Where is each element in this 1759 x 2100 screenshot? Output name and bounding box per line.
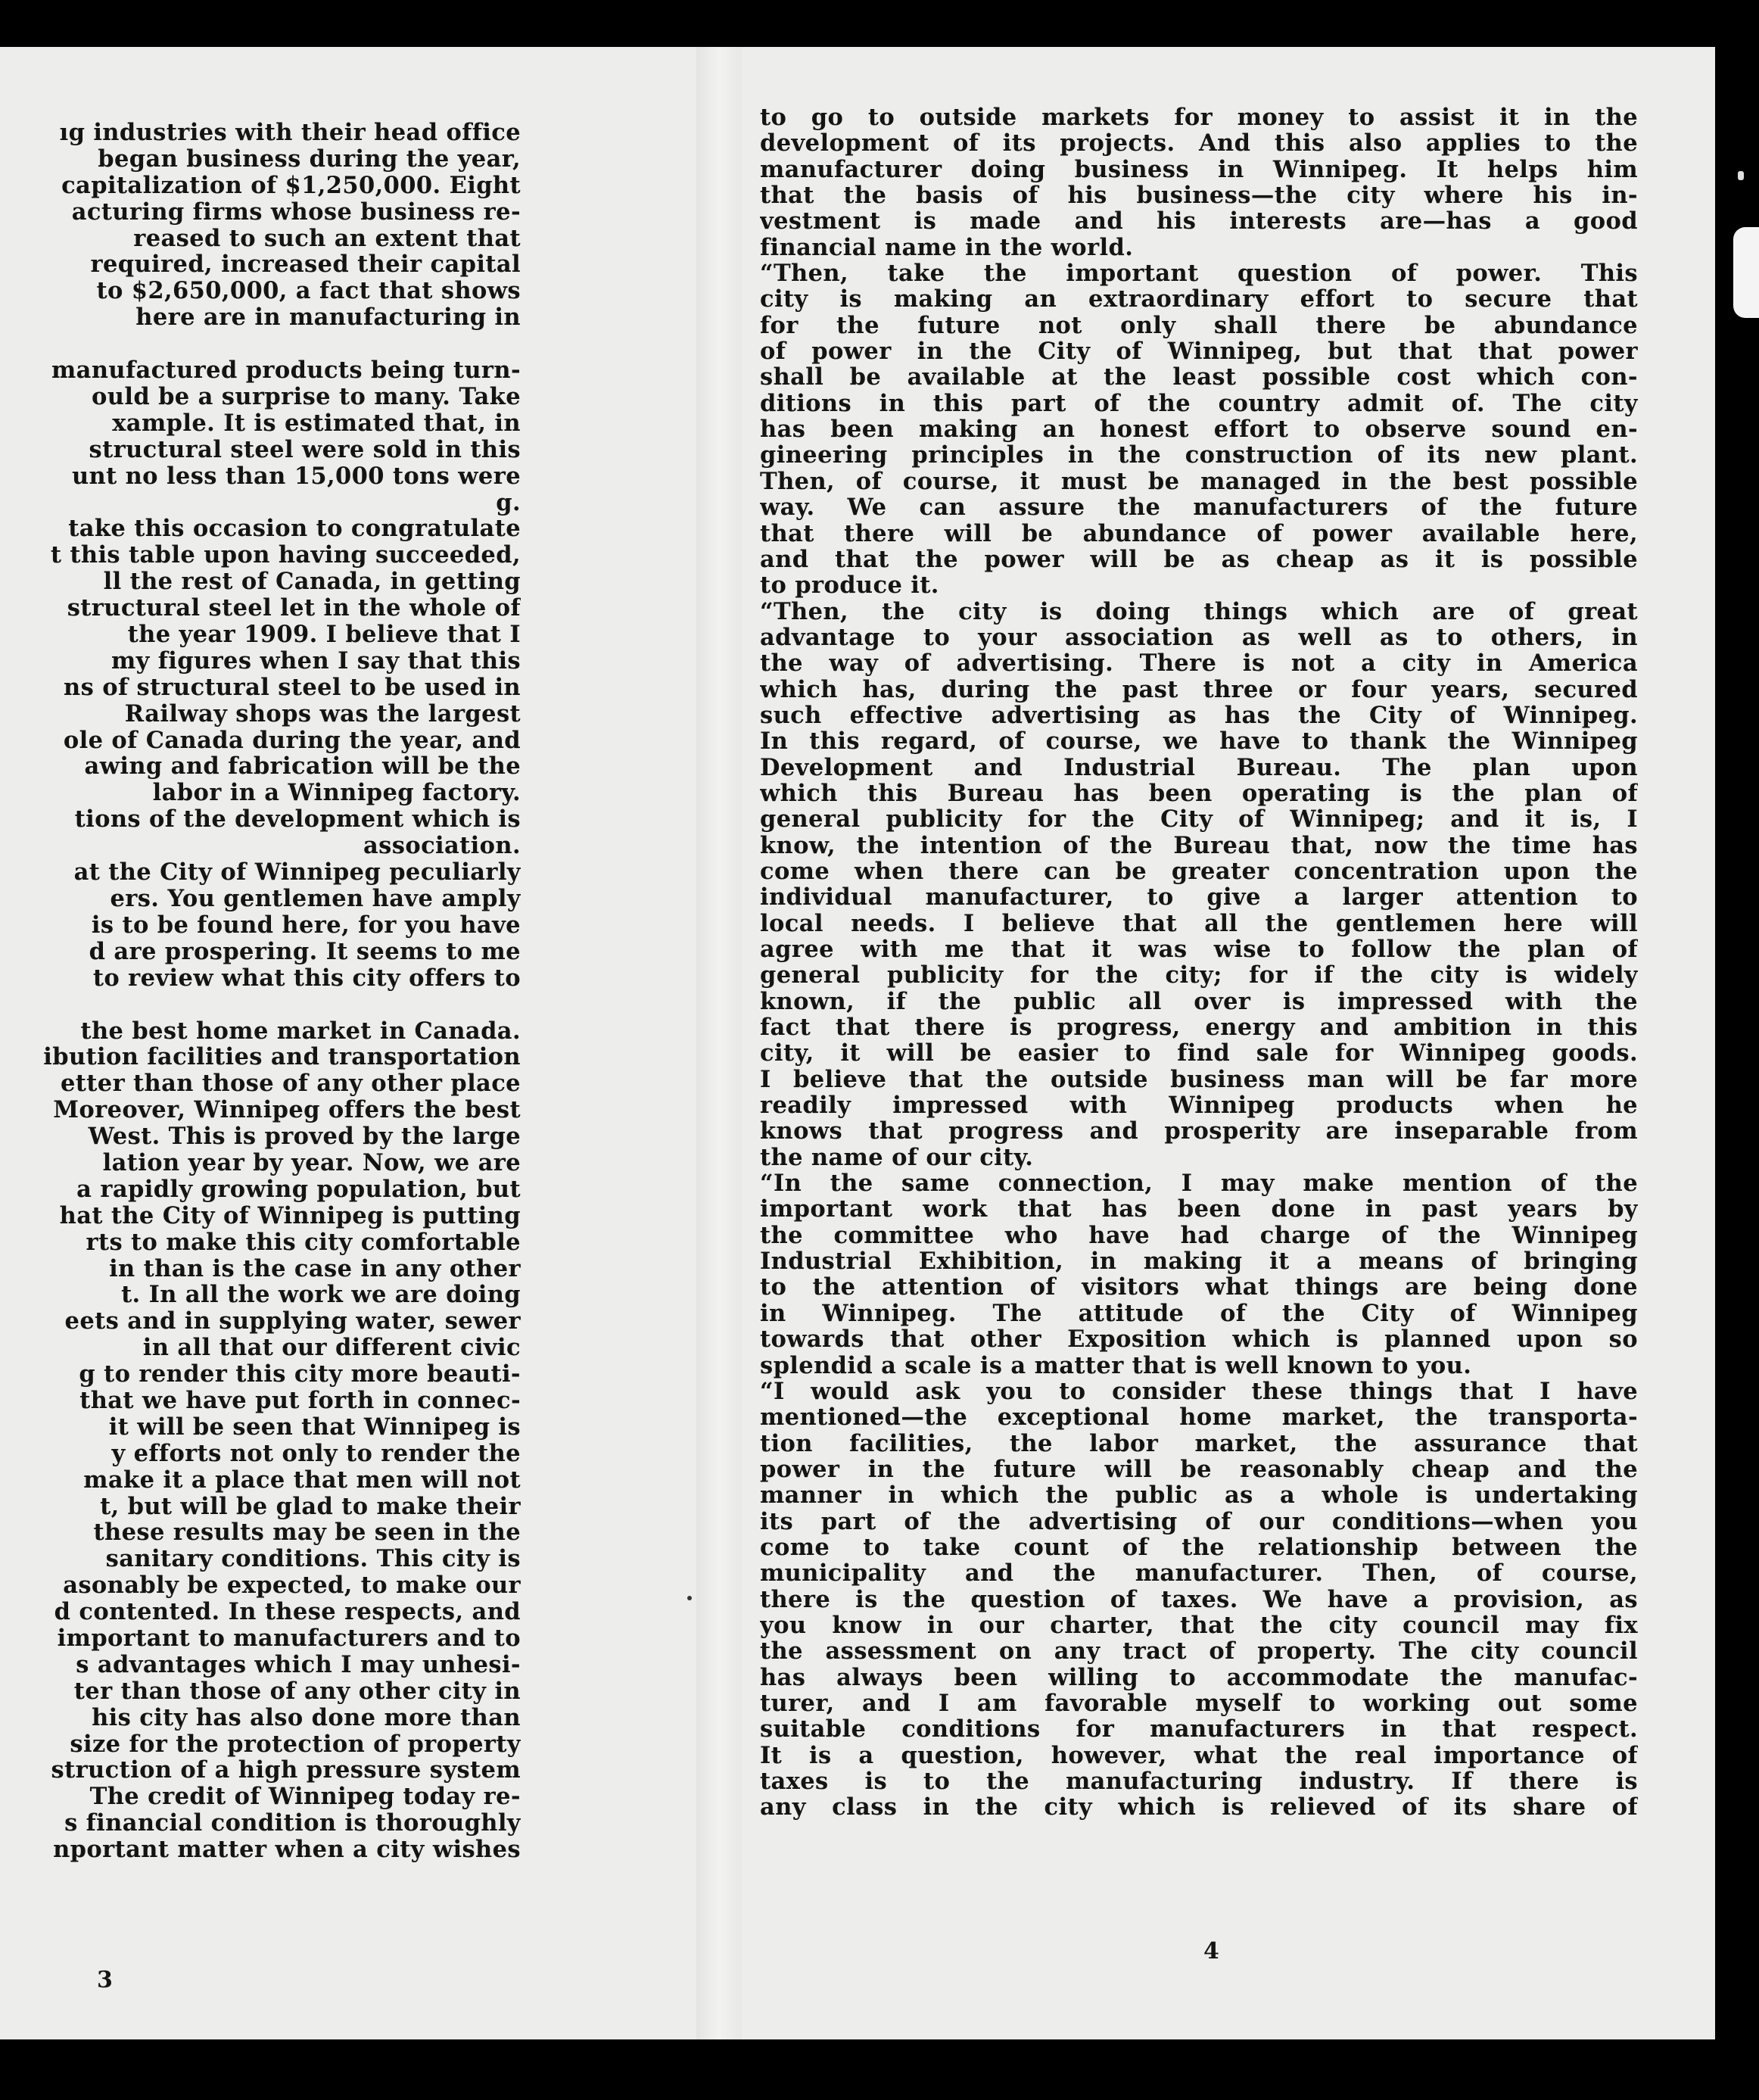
right-text-line: and that the power will be as cheap as it is possible — [760, 545, 1638, 573]
left-text-line: important to manufacturers and to — [57, 1624, 521, 1652]
left-text-line: to review what this city offers to — [92, 964, 521, 992]
left-text-line: his city has also done more than — [92, 1703, 521, 1731]
left-text-line: g. — [496, 488, 521, 516]
right-text-line: for the future not only shall there be abundance — [760, 311, 1638, 339]
right-text-line: ditions in this part of the country admit of. The city — [760, 389, 1638, 417]
left-text-line: t this table upon having succeeded, — [50, 541, 521, 569]
right-text-line: Development and Industrial Bureau. The plan upon — [760, 753, 1638, 781]
left-text-line: g to render this city more beauti- — [79, 1360, 521, 1388]
left-text-line: ers. You gentlemen have amply — [110, 884, 521, 912]
left-text-line: association. — [363, 832, 521, 860]
right-text-line: splendid a scale is a matter that is well known to you. — [760, 1351, 1472, 1379]
right-text-line: “Then, the city is doing things which are of great — [760, 597, 1638, 625]
right-text-line: such effective advertising as has the City of Winnipeg. — [760, 701, 1638, 729]
left-text-line: ibution facilities and transportation — [43, 1043, 521, 1071]
left-text-line: eets and in supplying water, sewer — [64, 1307, 521, 1335]
right-text-line: general publicity for the city; for if the city is widely — [760, 961, 1638, 989]
right-text-line: turer, and I am favorable myself to working out some — [760, 1689, 1638, 1717]
left-text-line: lation year by year. Now, we are — [102, 1148, 521, 1176]
left-text-line: here are in manufacturing in — [135, 304, 521, 332]
right-text-line: I believe that the outside business man will be far more — [760, 1065, 1638, 1093]
right-text-line: of power in the City of Winnipeg, but that that power — [760, 338, 1638, 366]
right-text-line: vestment is made and his interests are—has a good — [760, 207, 1638, 235]
right-text-line: “In the same connection, I may make mention of the — [760, 1170, 1638, 1198]
left-text-line: xample. It is estimated that, in — [112, 409, 521, 437]
right-text-line: the name of our city. — [760, 1143, 1034, 1171]
right-text-line: manner in which the public as a whole is undertaking — [760, 1482, 1638, 1510]
right-text-line: known, if the public all over is impressed with the — [760, 987, 1638, 1015]
left-text-line: d contented. In these respects, and — [54, 1598, 521, 1626]
right-text-line: way. We can assure the manufacturers of the future — [760, 494, 1638, 522]
right-text-line: “I would ask you to consider these things that I have — [760, 1377, 1638, 1405]
right-text-line: has been making an honest effort to observe sound en- — [760, 416, 1638, 444]
left-text-line: t, but will be glad to make their — [100, 1492, 521, 1520]
right-page-number: 4 — [1203, 1938, 1219, 1964]
left-text-line: sanitary conditions. This city is — [105, 1545, 521, 1573]
left-text-line: s advantages which I may unhesi- — [76, 1650, 521, 1678]
right-text-line: that there will be abundance of power available here, — [760, 519, 1638, 547]
left-text-line: rts to make this city comfortable — [86, 1228, 521, 1256]
right-text-line: financial name in the world. — [760, 233, 1134, 261]
left-text-line: began business during the year, — [98, 145, 521, 173]
left-text-line: labor in a Winnipeg factory. — [152, 779, 521, 807]
left-page-text-column — [0, 120, 521, 1863]
left-text-line: hat the City of Winnipeg is putting — [59, 1201, 521, 1229]
right-text-line: important work that has been done in past years by — [760, 1195, 1638, 1223]
right-text-line: local needs. I believe that all the gentlemen here will — [760, 909, 1638, 937]
right-text-line: come when there can be greater concentration upon the — [760, 857, 1638, 885]
left-text-line: ll the rest of Canada, in getting — [103, 568, 521, 596]
left-text-line: nportant matter when a city wishes — [53, 1836, 521, 1863]
left-text-line: reased to such an extent that — [133, 224, 521, 252]
left-text-line — [0, 331, 521, 357]
left-text-line: awing and fabrication will be the — [84, 752, 521, 780]
left-text-line: tions of the development which is — [74, 805, 521, 833]
right-text-line: any class in the city which is relieved of its share of — [760, 1793, 1638, 1821]
right-text-line: its part of the advertising of our conditions—when you — [760, 1507, 1638, 1535]
right-text-line: has always been willing to accommodate the manufac- — [760, 1663, 1638, 1691]
right-text-line: Industrial Exhibition, in making it a means of bringing — [760, 1248, 1638, 1276]
right-text-line: shall be available at the least possible cost which con- — [760, 363, 1638, 391]
left-text-line: t. In all the work we are doing — [121, 1281, 521, 1309]
right-text-line: mentioned—the exceptional home market, the transporta- — [760, 1404, 1638, 1432]
left-text-line: these results may be seen in the — [93, 1519, 521, 1547]
left-text-line: the year 1909. I believe that I — [127, 621, 521, 649]
left-text-line: d are prospering. It seems to me — [89, 937, 521, 965]
right-text-line: tion facilities, the labor market, the assurance that — [760, 1429, 1638, 1457]
right-text-line: individual manufacturer, to give a larger attention to — [760, 883, 1638, 911]
left-page-number: 3 — [97, 1967, 113, 1993]
right-text-line: Then, of course, it must be managed in the best possible — [760, 467, 1638, 495]
left-text-line: the best home market in Canada. — [80, 1017, 521, 1045]
left-text-line: s financial condition is thoroughly — [64, 1809, 521, 1837]
right-text-line: to the attention of visitors what things are being done — [760, 1273, 1638, 1301]
left-text-line: structural steel let in the whole of — [67, 594, 521, 622]
right-text-line: city is making an extraordinary effort to secure that — [760, 285, 1638, 313]
right-text-line: advantage to your association as well as to others, in — [760, 623, 1638, 651]
right-text-line: readily impressed with Winnipeg products when he — [760, 1092, 1638, 1120]
left-text-line: at the City of Winnipeg peculiarly — [73, 858, 521, 886]
right-text-line: you know in our charter, that the city council may fix — [760, 1611, 1638, 1639]
page-gutter — [696, 47, 742, 2039]
left-text-line: size for the protection of property — [70, 1730, 521, 1758]
left-text-line: ter than those of any other city in — [73, 1677, 521, 1705]
left-text-line: acturing firms whose business re- — [71, 198, 521, 226]
left-text-line: The credit of Winnipeg today re- — [89, 1783, 521, 1811]
right-text-line: power in the future will be reasonably cheap and the — [760, 1455, 1638, 1483]
left-text-line: is to be found here, for you have — [91, 911, 521, 939]
right-page-text-column — [760, 104, 1638, 1821]
right-text-line: general publicity for the City of Winnipeg; and it is, I — [760, 805, 1638, 833]
right-text-line: development of its projects. And this also applies to the — [760, 129, 1638, 157]
left-text-line: that we have put forth in connec- — [79, 1386, 521, 1414]
left-text-line: to $2,650,000, a fact that shows — [96, 277, 521, 305]
left-text-line: y efforts not only to render the — [111, 1439, 521, 1467]
left-text-line: Railway shops was the largest — [124, 699, 521, 728]
right-text-line: fact that there is progress, energy and ambition in this — [760, 1014, 1638, 1042]
right-text-line: suitable conditions for manufacturers in that respect. — [760, 1715, 1638, 1743]
left-text-line — [0, 992, 521, 1018]
left-text-line: etter than those of any other place — [60, 1070, 521, 1098]
left-text-line: required, increased their capital — [90, 251, 521, 279]
left-text-line: ole of Canada during the year, and — [63, 726, 521, 754]
right-text-line: manufacturer doing business in Winnipeg. It helps him — [760, 155, 1638, 183]
right-text-line: the assessment on any tract of property. The city council — [760, 1637, 1638, 1665]
scan-speck — [1738, 171, 1744, 180]
left-text-line: structural steel were sold in this — [89, 435, 521, 463]
left-text-line: struction of a high pressure system — [51, 1756, 521, 1784]
left-text-line: West. This is proved by the large — [88, 1123, 521, 1151]
left-text-line: Moreover, Winnipeg offers the best — [53, 1096, 521, 1124]
right-text-line: the committee who have had charge of the Winnipeg — [760, 1221, 1638, 1249]
left-text-line: in than is the case in any other — [109, 1254, 521, 1282]
right-text-line: municipality and the manufacturer. Then, of course, — [760, 1559, 1638, 1587]
right-text-line: the way of advertising. There is not a city in America — [760, 650, 1638, 678]
right-text-line: city, it will be easier to find sale for Winnipeg goods. — [760, 1039, 1638, 1067]
left-text-line: my figures when I say that this — [111, 647, 521, 675]
right-text-line: which has, during the past three or four years, secured — [760, 675, 1638, 703]
left-text-line: asonably be expected, to make our — [63, 1572, 521, 1600]
left-text-line: ould be a surprise to many. Take — [92, 383, 521, 411]
left-text-line: manufactured products being turn- — [51, 357, 521, 385]
left-text-line: in all that our different civic — [142, 1334, 521, 1362]
left-text-line: capitalization of $1,250,000. Eight — [61, 171, 521, 199]
right-text-line: to go to outside markets for money to assist it in the — [760, 104, 1638, 131]
right-text-line: In this regard, of course, we have to thank the Winnipeg — [760, 728, 1638, 756]
left-text-line: ıg industries with their head office — [59, 120, 521, 146]
left-text-line: it will be seen that Winnipeg is — [108, 1413, 521, 1441]
right-text-line: taxes is to the manufacturing industry. If there is — [760, 1768, 1638, 1795]
left-text-line: unt no less than 15,000 tons were — [71, 462, 521, 490]
right-text-line: that the basis of his business—the city where his in- — [760, 182, 1638, 210]
right-text-line: gineering principles in the construction of its new plant. — [760, 441, 1638, 469]
right-text-line: there is the question of taxes. We have a provision, as — [760, 1585, 1638, 1613]
scan-dot — [687, 1596, 692, 1600]
left-text-line: ns of structural steel to be used in — [64, 673, 521, 701]
left-text-line: a rapidly growing population, but — [76, 1175, 521, 1203]
right-text-line: in Winnipeg. The attitude of the City of Winnipeg — [760, 1299, 1638, 1327]
right-text-line: “Then, take the important question of power. This — [760, 260, 1638, 288]
right-text-line: come to take count of the relationship between the — [760, 1533, 1638, 1561]
left-text-line: take this occasion to congratulate — [68, 515, 521, 543]
right-text-line: knows that progress and prosperity are inseparable from — [760, 1117, 1638, 1145]
right-text-line: know, the intention of the Bureau that, now the time has — [760, 831, 1638, 859]
right-text-line: to produce it. — [760, 572, 939, 600]
left-text-line: make it a place that men will not — [83, 1466, 521, 1494]
right-text-line: It is a question, however, what the real importance of — [760, 1741, 1638, 1769]
right-text-line: agree with me that it was wise to follow the plan of — [760, 936, 1638, 963]
right-text-line: which this Bureau has been operating is the plan of — [760, 779, 1638, 807]
right-text-line: towards that other Exposition which is planned upon so — [760, 1326, 1638, 1354]
next-page-edge — [1733, 227, 1759, 318]
